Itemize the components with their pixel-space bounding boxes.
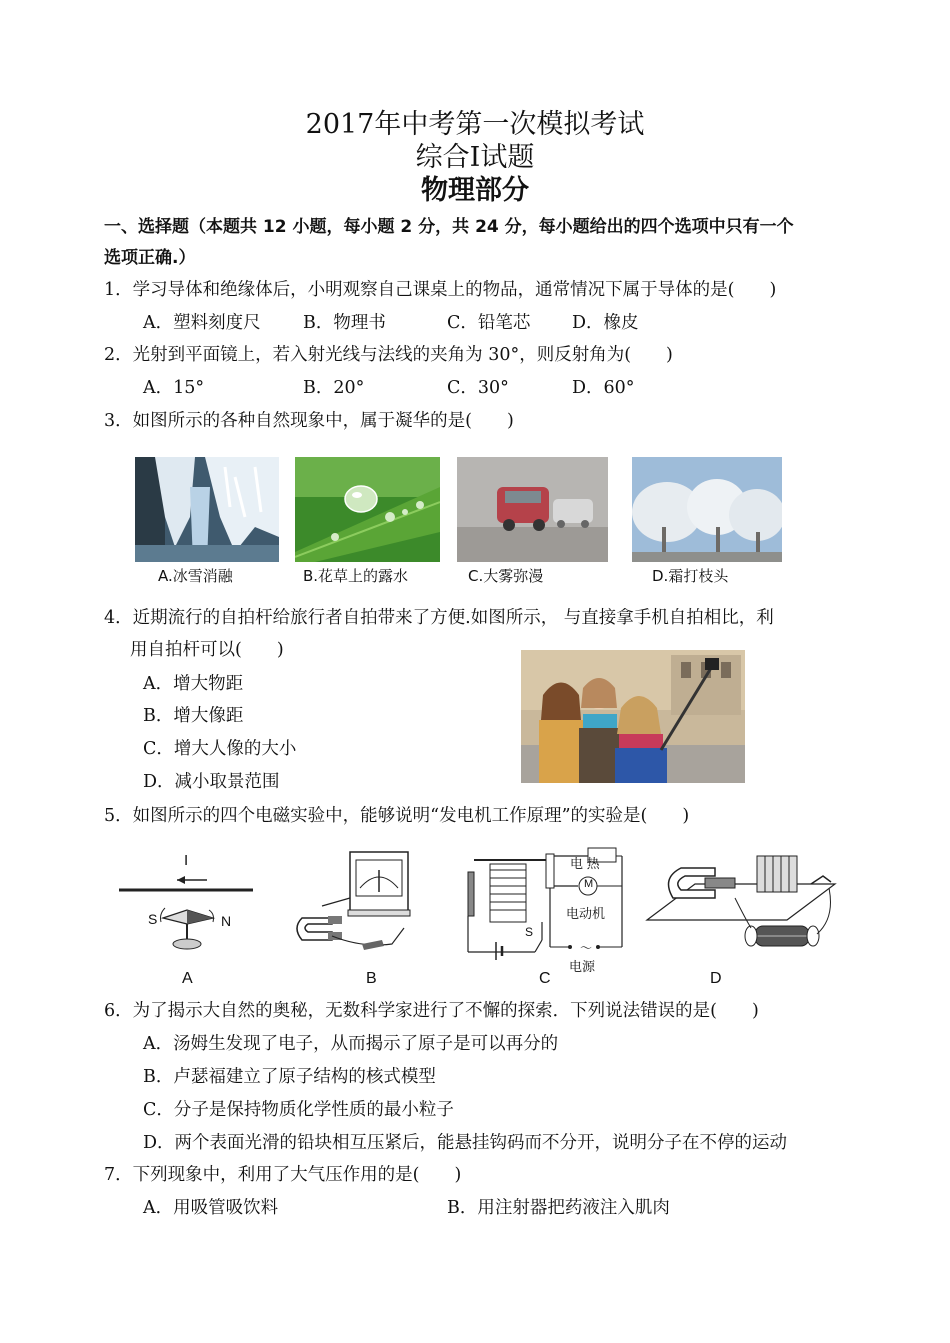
photo-heavy-fog: [457, 457, 608, 562]
q2-option-c: C．30°: [447, 378, 509, 398]
q2-option-b: B．20°: [303, 378, 365, 398]
q6-option-a: A．汤姆生发现了电子，从而揭示了原子是可以再分的: [143, 1034, 559, 1054]
q1-option-d: D．橡皮: [572, 313, 639, 333]
photo-frosted-branches: [632, 457, 782, 562]
section-heading-cont: 选项正确.）: [104, 248, 196, 268]
diagram-a-current-label: I: [184, 852, 189, 869]
q3-caption-c: C.大雾弥漫: [468, 567, 544, 585]
question-4-stem-cont: 用自拍杆可以( ): [130, 640, 284, 660]
q6-option-b: B．卢瑟福建立了原子结构的核式模型: [143, 1067, 436, 1087]
diagram-c-ac-symbol: ～: [580, 941, 593, 955]
q5-caption-d: D: [710, 970, 722, 987]
q3-caption-a: A.冰雪消融: [158, 567, 233, 585]
diagram-c-motor-symbol: M: [584, 878, 594, 890]
q5-caption-b: B: [366, 970, 377, 987]
photo-melting-ice: [135, 457, 279, 562]
q4-option-c: C．增大人像的大小: [143, 739, 297, 759]
q6-option-c: C．分子是保持物质化学性质的最小粒子: [143, 1100, 454, 1120]
question-4-stem: 4．近期流行的自拍杆给旅行者自拍带来了方便.如图所示， 与直接拿手机自拍相比，利: [104, 608, 774, 628]
diagram-c-power-label: 电源: [569, 959, 596, 974]
q3-caption-d: D.霜打枝头: [652, 567, 729, 585]
exam-title: 2017年中考第一次模拟考试: [305, 109, 645, 140]
question-3-stem: 3．如图所示的各种自然现象中，属于凝华的是( ): [104, 411, 514, 431]
q2-option-d: D．60°: [572, 378, 635, 398]
q3-caption-b: B.花草上的露水: [303, 567, 409, 585]
q6-option-d: D．两个表面光滑的铅块相互压紧后，能悬挂钩码而不分开，说明分子在不停的运动: [143, 1133, 788, 1153]
section-title: 物理部分: [421, 175, 529, 206]
photo-dew-on-grass: [295, 457, 440, 562]
question-6-stem: 6．为了揭示大自然的奥秘，无数科学家进行了不懈的探索．下列说法错误的是( ): [104, 1001, 759, 1021]
question-5-stem: 5．如图所示的四个电磁实验中，能够说明“发电机工作原理”的实验是( ): [104, 806, 690, 826]
photo-selfie-stick: [521, 650, 745, 783]
q1-option-a: A．塑料刻度尺: [143, 313, 261, 333]
diagram-c-switch-label: S: [525, 925, 534, 939]
question-1-stem: 1．学习导体和绝缘体后，小明观察自己课桌上的物品，通常情况下属于导体的是( ): [104, 280, 777, 300]
q7-option-b: B．用注射器把药液注入肌肉: [447, 1198, 670, 1218]
diagram-c-heater-label: 电 热: [570, 856, 600, 871]
diagram-c-motor-label: 电动机: [566, 906, 606, 921]
exam-subtitle: 综合Ⅰ试题: [415, 142, 535, 173]
q1-option-c: C．铅笔芯: [447, 313, 531, 333]
q4-option-a: A．增大物距: [143, 674, 244, 694]
section-heading: 一、选择题（本题共 12 小题，每小题 2 分，共 24 分，每小题给出的四个选项中只有一个: [104, 217, 794, 237]
diagram-a-south-label: S: [148, 911, 158, 927]
diagram-a-north-label: N: [221, 913, 232, 929]
q5-caption-c: C: [539, 970, 551, 987]
q7-option-a: A．用吸管吸饮料: [143, 1198, 279, 1218]
q4-option-b: B．增大像距: [143, 706, 244, 726]
diagram-b-galvanometer: [292, 848, 412, 958]
q4-option-d: D．减小取景范围: [143, 772, 280, 792]
question-7-stem: 7．下列现象中，利用了大气压作用的是( ): [104, 1165, 462, 1185]
question-2-stem: 2．光射到平面镜上，若入射光线与法线的夹角为 30°，则反射角为( ): [104, 345, 673, 365]
q2-option-a: A．15°: [143, 378, 205, 398]
q5-caption-a: A: [182, 970, 193, 987]
diagram-d-motor-battery: [645, 848, 840, 960]
q1-option-b: B．物理书: [303, 313, 386, 333]
